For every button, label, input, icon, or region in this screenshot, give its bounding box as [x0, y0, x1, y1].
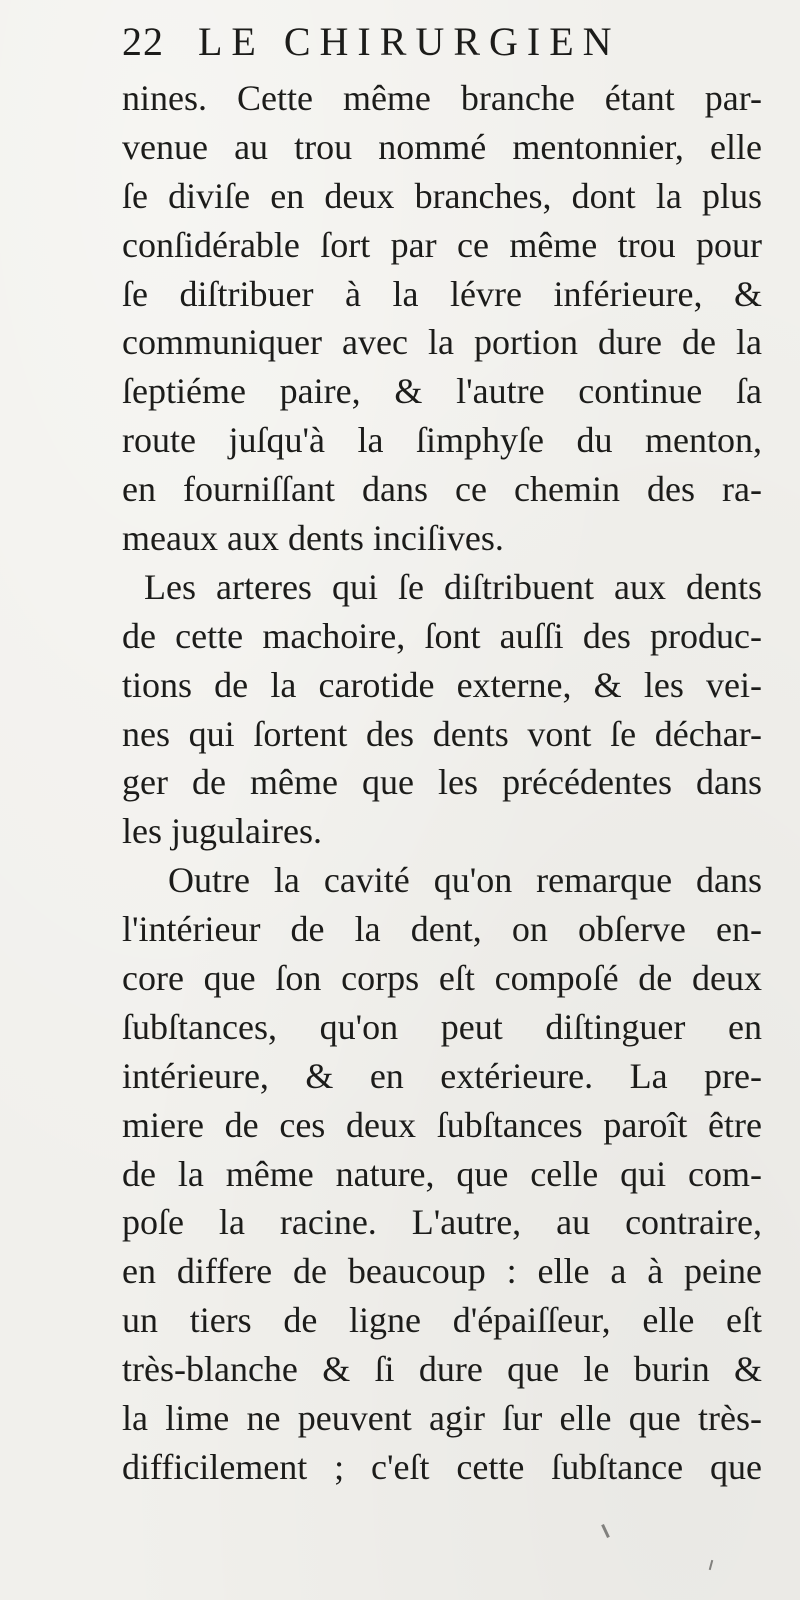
text-line: difficilement ; c'eſt cette ſubſtance que	[122, 1446, 762, 1487]
body-text	[122, 74, 762, 1492]
text-line: communiquer avec la portion dure de la	[122, 322, 762, 363]
text-line: poſe la racine. L'autre, au contraire,	[122, 1202, 762, 1243]
text-line: les jugulaires.	[122, 811, 322, 852]
text-line: nes qui ſortent des dents vont ſe déchar-	[122, 713, 762, 754]
text-line: ſe diviſe en deux branches, dont la plus	[122, 175, 762, 216]
paragraph-start-line: Les arteres qui ſe diſtribuent aux dents	[144, 566, 762, 607]
text-line: tions de la carotide externe, & les vei-	[122, 664, 762, 705]
text-line: ſeptiéme paire, & l'autre continue ſa	[122, 371, 762, 412]
text-line: la lime ne peuvent agir ſur elle que très-	[122, 1398, 762, 1439]
text-line: ſubſtances, qu'on peut diſtinguer en	[122, 1006, 762, 1047]
text-line: de cette machoire, ſont auſſi des produc-	[122, 615, 762, 656]
text-line: core que ſon corps eſt compoſé de deux	[122, 958, 762, 999]
ink-speck	[601, 1524, 610, 1538]
ink-speck	[709, 1560, 714, 1570]
text-line: venue au trou nommé mentonnier, elle	[122, 126, 762, 167]
text-line: meaux aux dents inciſives.	[122, 518, 504, 559]
text-line: route juſqu'à la ſimphyſe du menton,	[122, 420, 762, 461]
running-head: LE CHIRURGIEN	[198, 19, 621, 64]
text-line: ſe diſtribuer à la lévre inférieure, &	[122, 273, 762, 314]
text-line: conſidérable ſort par ce même trou pour	[122, 224, 762, 265]
text-line: nines. Cette même branche étant par-	[122, 78, 762, 118]
page-header	[122, 18, 762, 65]
text-line: en fourniſſant dans ce chemin des ra-	[122, 469, 762, 510]
paragraph-start-line: Outre la cavité qu'on remarque dans	[168, 860, 762, 901]
page-number: 22	[122, 19, 164, 64]
text-line: miere de ces deux ſubſtances paroît être	[122, 1104, 762, 1145]
text-line: en differe de beaucoup : elle a à peine	[122, 1251, 762, 1292]
text-line: de la même nature, que celle qui com-	[122, 1153, 762, 1194]
text-line: l'intérieur de la dent, on obſerve en-	[122, 909, 762, 950]
text-line: ger de même que les précédentes dans	[122, 762, 762, 803]
text-line: très-blanche & ſi dure que le burin &	[122, 1349, 762, 1390]
text-line: un tiers de ligne d'épaiſſeur, elle eſt	[122, 1300, 762, 1341]
text-line: intérieure, & en extérieure. La pre-	[122, 1055, 762, 1096]
